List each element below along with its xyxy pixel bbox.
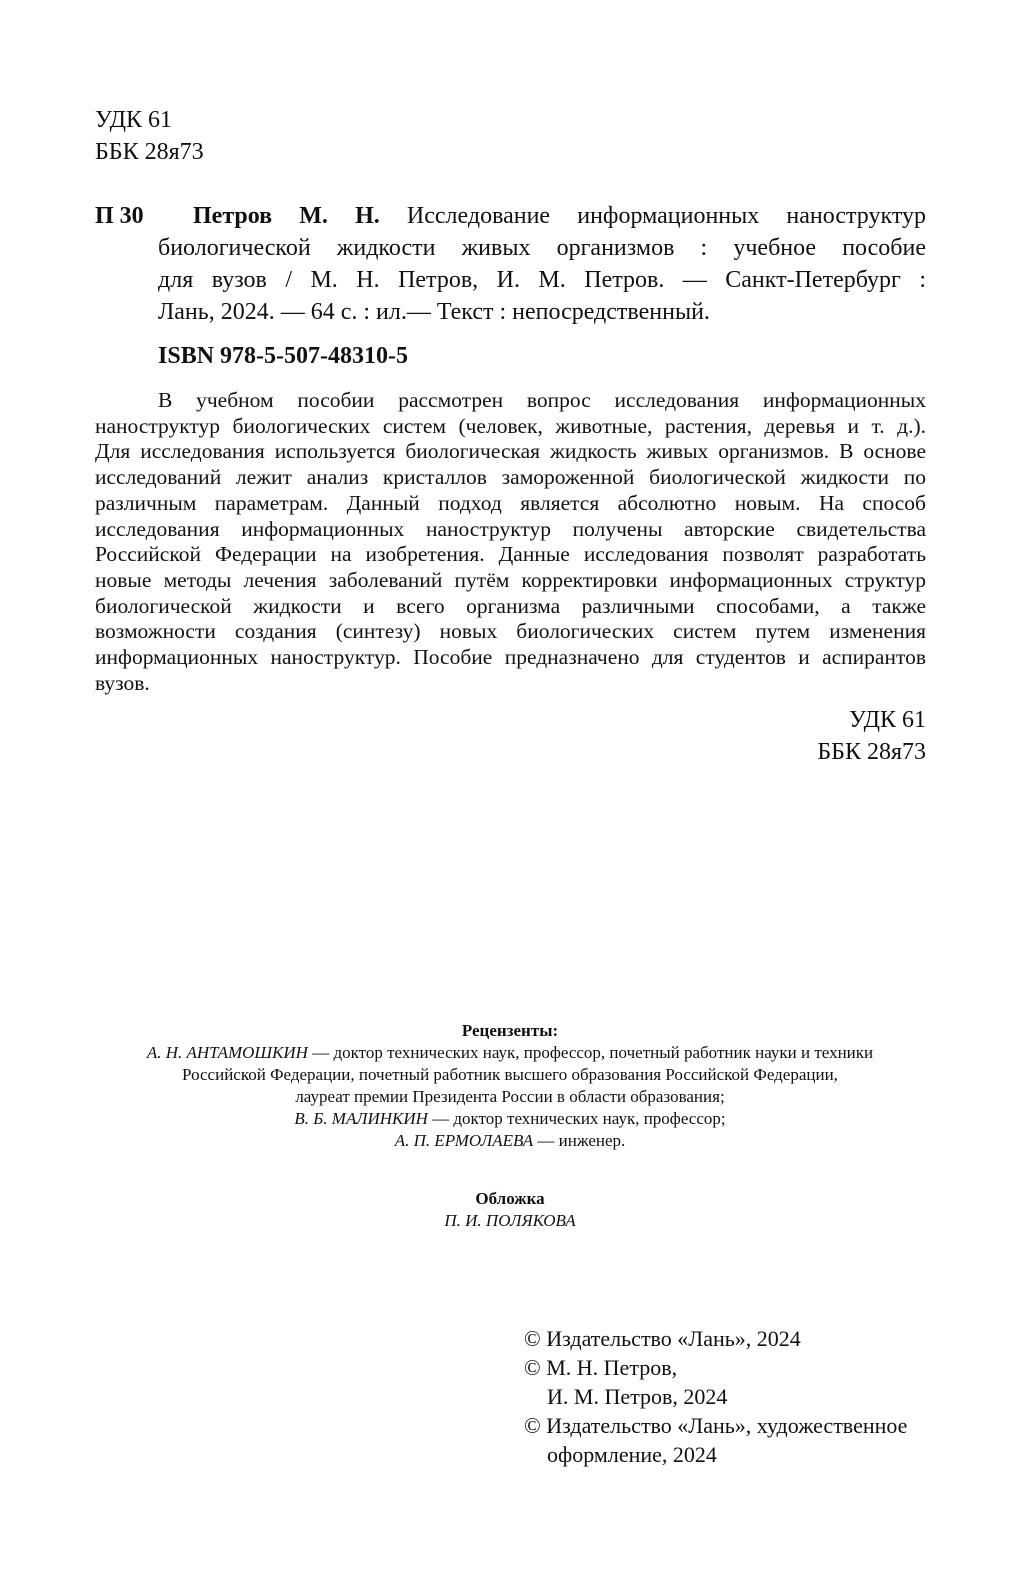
abstract-line: исследований лежит анализ кристаллов замороженной биологической жидкости по xyxy=(95,465,926,490)
abstract-line: Для исследования используется биологическая жидкость живых организмов. В основе xyxy=(95,439,926,464)
classification-top xyxy=(95,104,204,168)
bbk-code: ББК 28я73 xyxy=(95,139,204,165)
classification-bottom xyxy=(600,704,926,768)
abstract-line: наноструктур биологических систем (человек, животные, растения, деревья и т. д.). xyxy=(95,413,926,438)
abstract-line: Российской Федерации на изобретения. Данные исследования позволят разработать xyxy=(95,542,926,567)
catalog-line-3: для вузов / М. Н. Петров, И. М. Петров. — Санкт-Петербург : xyxy=(158,267,926,293)
copyright-block xyxy=(524,1324,907,1469)
reviewer-3: А. П. ЕРМОЛАЕВА — инженер. xyxy=(394,1131,626,1150)
udk-code: УДК 61 xyxy=(95,107,172,133)
reviewer-2: В. Б. МАЛИНКИН — доктор технических наук, профессор; xyxy=(294,1109,726,1128)
bbk-code: ББК 28я73 xyxy=(817,739,926,765)
reviewer-1: А. Н. АНТАМОШКИН — доктор технических наук, профессор, почетный работник науки и техники xyxy=(146,1043,874,1062)
udk-code: УДК 61 xyxy=(849,707,926,733)
cover-credit xyxy=(60,1188,960,1232)
copyright-line: © Издательство «Лань», художественное xyxy=(524,1413,908,1438)
catalog-line-2: биологической жидкости живых организмов : учебное пособие xyxy=(158,235,926,261)
abstract-line: возможности создания (синтезу) новых биологических систем путем изменения xyxy=(95,619,926,644)
catalog-author: Петров М. Н. xyxy=(193,203,380,229)
reviewer-3-name: А. П. ЕРМОЛАЕВА xyxy=(394,1131,534,1150)
catalog-entry xyxy=(158,200,926,328)
reviewer-2-name: В. Б. МАЛИНКИН xyxy=(294,1109,428,1128)
copyright-line: © Издательство «Лань», 2024 xyxy=(524,1326,801,1351)
abstract-line: вузов. xyxy=(95,670,150,695)
copyright-line: И. М. Петров, 2024 xyxy=(547,1384,728,1409)
catalog-line-4: Лань, 2024. — 64 с. : ил.— Текст : непосредственный. xyxy=(158,299,710,325)
cover-designer: П. И. ПОЛЯКОВА xyxy=(444,1211,576,1230)
isbn: ISBN 978-5-507-48310-5 xyxy=(158,343,408,369)
reviewer-1-name: А. Н. АНТАМОШКИН xyxy=(146,1043,308,1062)
abstract-line: исследования информационных наноструктур получены авторские свидетельства xyxy=(95,516,926,541)
reviewers xyxy=(60,1020,960,1152)
abstract-line: различным параметрам. Данный подход является абсолютно новым. На способ xyxy=(95,490,926,515)
catalog-line-1: Петров М. Н. Исследование информационных наноструктур xyxy=(193,203,927,229)
copyright-line: © М. Н. Петров, xyxy=(524,1355,678,1380)
abstract-line: биологической жидкости и всего организма различными способами, а также xyxy=(95,593,926,618)
reviewer-1-line2: Российской Федерации, почетный работник высшего образования Российской Федерации, xyxy=(182,1065,838,1084)
reviewers-heading: Рецензенты: xyxy=(461,1021,559,1040)
abstract-line: новые методы лечения заболеваний путём корректировки информационных структур xyxy=(95,567,926,592)
reviewer-1-line3: лауреат премии Президента России в области образования; xyxy=(295,1087,725,1106)
copyright-line: оформление, 2024 xyxy=(547,1442,717,1467)
cover-heading: Обложка xyxy=(475,1189,545,1208)
abstract-line: В учебном пособии рассмотрен вопрос исследования информационных xyxy=(158,388,926,412)
abstract xyxy=(95,388,926,696)
catalog-code: П 30 xyxy=(95,203,144,229)
abstract-line: информационных наноструктур. Пособие предназначено для студентов и аспирантов xyxy=(95,645,926,670)
